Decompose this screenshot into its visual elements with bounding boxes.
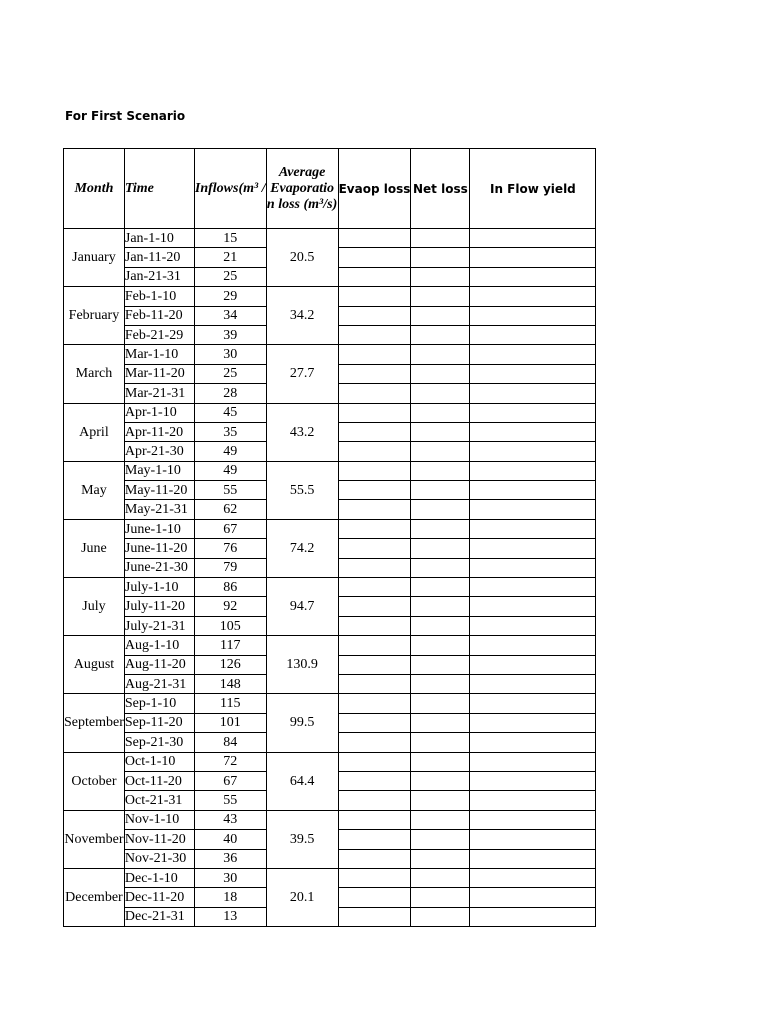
inflow-cell: 15	[194, 229, 266, 248]
time-cell: Dec-11-20	[124, 888, 194, 907]
inflow-cell: 126	[194, 655, 266, 674]
inflow-yield-cell[interactable]	[470, 655, 596, 674]
average-evaporation-cell: 64.4	[266, 752, 338, 810]
net-loss-cell[interactable]	[411, 907, 470, 926]
inflow-yield-cell[interactable]	[470, 830, 596, 849]
inflow-cell: 40	[194, 830, 266, 849]
average-evaporation-cell: 34.2	[266, 287, 338, 345]
net-loss-cell[interactable]	[411, 248, 470, 267]
net-loss-cell[interactable]	[411, 267, 470, 286]
time-cell: July-21-31	[124, 616, 194, 635]
evap-loss-cell[interactable]	[338, 810, 411, 829]
evap-loss-cell[interactable]	[338, 461, 411, 480]
evap-loss-cell[interactable]	[338, 578, 411, 597]
evap-loss-cell[interactable]	[338, 752, 411, 771]
net-loss-cell[interactable]	[411, 364, 470, 383]
inflow-yield-cell[interactable]	[470, 674, 596, 693]
time-cell: June-1-10	[124, 519, 194, 538]
month-cell: June	[64, 519, 125, 577]
month-cell: March	[64, 345, 125, 403]
time-cell: Mar-1-10	[124, 345, 194, 364]
inflow-yield-cell[interactable]	[470, 461, 596, 480]
time-cell: Aug-1-10	[124, 636, 194, 655]
evap-loss-cell[interactable]	[338, 229, 411, 248]
net-loss-cell[interactable]	[411, 558, 470, 577]
table-row	[64, 403, 596, 422]
time-cell: June-11-20	[124, 539, 194, 558]
inflow-cell: 67	[194, 519, 266, 538]
inflow-yield-cell[interactable]	[470, 229, 596, 248]
inflow-yield-cell[interactable]	[470, 267, 596, 286]
table-body	[64, 229, 596, 927]
inflow-yield-cell[interactable]	[470, 771, 596, 790]
inflow-cell: 84	[194, 733, 266, 752]
average-evaporation-cell: 27.7	[266, 345, 338, 403]
table-row	[64, 578, 596, 597]
time-cell: Feb-21-29	[124, 325, 194, 344]
table-row	[64, 636, 596, 655]
average-evaporation-cell: 74.2	[266, 519, 338, 577]
inflow-yield-cell[interactable]	[470, 713, 596, 732]
time-cell: Mar-21-31	[124, 384, 194, 403]
month-cell: May	[64, 461, 125, 519]
net-loss-cell[interactable]	[411, 500, 470, 519]
inflow-cell: 43	[194, 810, 266, 829]
net-loss-cell[interactable]	[411, 442, 470, 461]
inflow-yield-cell[interactable]	[470, 907, 596, 926]
evap-loss-cell[interactable]	[338, 791, 411, 810]
evap-loss-cell[interactable]	[338, 539, 411, 558]
page-heading: For First Scenario	[65, 109, 186, 123]
evap-loss-cell[interactable]	[338, 267, 411, 286]
time-cell: Jan-11-20	[124, 248, 194, 267]
average-evaporation-cell: 39.5	[266, 810, 338, 868]
evap-loss-cell[interactable]	[338, 558, 411, 577]
month-cell: November	[64, 810, 125, 868]
inflow-cell: 35	[194, 422, 266, 441]
inflow-cell: 76	[194, 539, 266, 558]
time-cell: Sep-21-30	[124, 733, 194, 752]
inflow-cell: 18	[194, 888, 266, 907]
inflow-yield-cell[interactable]	[470, 325, 596, 344]
inflow-yield-cell[interactable]	[470, 442, 596, 461]
evap-loss-cell[interactable]	[338, 384, 411, 403]
net-loss-cell[interactable]	[411, 422, 470, 441]
evap-loss-cell[interactable]	[338, 830, 411, 849]
inflow-cell: 55	[194, 481, 266, 500]
evap-loss-cell[interactable]	[338, 481, 411, 500]
inflow-cell: 117	[194, 636, 266, 655]
table-row	[64, 287, 596, 306]
evap-loss-cell[interactable]	[338, 849, 411, 868]
header-evap-loss: Evaop loss	[338, 149, 411, 229]
inflow-cell: 36	[194, 849, 266, 868]
inflow-cell: 49	[194, 461, 266, 480]
time-cell: July-1-10	[124, 578, 194, 597]
inflow-yield-cell[interactable]	[470, 500, 596, 519]
month-cell: December	[64, 868, 125, 926]
inflow-yield-cell[interactable]	[470, 384, 596, 403]
net-loss-cell[interactable]	[411, 578, 470, 597]
time-cell: Apr-1-10	[124, 403, 194, 422]
inflow-cell: 49	[194, 442, 266, 461]
inflow-yield-cell[interactable]	[470, 791, 596, 810]
inflow-cell: 39	[194, 325, 266, 344]
evap-loss-cell[interactable]	[338, 248, 411, 267]
table-row	[64, 810, 596, 829]
inflow-cell: 55	[194, 791, 266, 810]
net-loss-cell[interactable]	[411, 481, 470, 500]
scenario-table	[63, 148, 596, 927]
inflow-yield-cell[interactable]	[470, 868, 596, 887]
table-row	[64, 868, 596, 887]
header-inflows: Inflows(m³ /	[194, 149, 266, 229]
net-loss-cell[interactable]	[411, 384, 470, 403]
inflow-cell: 105	[194, 616, 266, 635]
table-row	[64, 461, 596, 480]
evap-loss-cell[interactable]	[338, 442, 411, 461]
evap-loss-cell[interactable]	[338, 364, 411, 383]
inflow-yield-cell[interactable]	[470, 558, 596, 577]
evap-loss-cell[interactable]	[338, 325, 411, 344]
inflow-cell: 92	[194, 597, 266, 616]
time-cell: Aug-11-20	[124, 655, 194, 674]
evap-loss-cell[interactable]	[338, 306, 411, 325]
net-loss-cell[interactable]	[411, 674, 470, 693]
month-cell: January	[64, 229, 125, 287]
inflow-yield-cell[interactable]	[470, 539, 596, 558]
time-cell: Mar-11-20	[124, 364, 194, 383]
time-cell: Apr-11-20	[124, 422, 194, 441]
average-evaporation-cell: 99.5	[266, 694, 338, 752]
average-evaporation-cell: 43.2	[266, 403, 338, 461]
inflow-cell: 72	[194, 752, 266, 771]
net-loss-cell[interactable]	[411, 519, 470, 538]
average-evaporation-cell: 20.1	[266, 868, 338, 926]
time-cell: June-21-30	[124, 558, 194, 577]
evap-loss-cell[interactable]	[338, 733, 411, 752]
time-cell: May-1-10	[124, 461, 194, 480]
inflow-cell: 30	[194, 345, 266, 364]
inflow-yield-cell[interactable]	[470, 752, 596, 771]
net-loss-cell[interactable]	[411, 325, 470, 344]
net-loss-cell[interactable]	[411, 539, 470, 558]
inflow-yield-cell[interactable]	[470, 849, 596, 868]
inflow-cell: 28	[194, 384, 266, 403]
evap-loss-cell[interactable]	[338, 500, 411, 519]
inflow-yield-cell[interactable]	[470, 810, 596, 829]
month-cell: August	[64, 636, 125, 694]
time-cell: Jan-1-10	[124, 229, 194, 248]
header-average-evaporation	[266, 149, 338, 229]
inflow-cell: 67	[194, 771, 266, 790]
inflow-yield-cell[interactable]	[470, 422, 596, 441]
inflow-yield-cell[interactable]	[470, 694, 596, 713]
net-loss-cell[interactable]	[411, 810, 470, 829]
month-cell: September	[64, 694, 125, 752]
average-evaporation-cell: 130.9	[266, 636, 338, 694]
net-loss-cell[interactable]	[411, 655, 470, 674]
inflow-cell: 34	[194, 306, 266, 325]
table-row	[64, 752, 596, 771]
evap-loss-cell[interactable]	[338, 694, 411, 713]
month-cell: October	[64, 752, 125, 810]
evap-loss-cell[interactable]	[338, 674, 411, 693]
time-cell: July-11-20	[124, 597, 194, 616]
time-cell: Sep-1-10	[124, 694, 194, 713]
inflow-yield-cell[interactable]	[470, 306, 596, 325]
inflow-cell: 29	[194, 287, 266, 306]
inflow-cell: 25	[194, 267, 266, 286]
evap-loss-cell[interactable]	[338, 287, 411, 306]
inflow-cell: 62	[194, 500, 266, 519]
evap-loss-cell[interactable]	[338, 597, 411, 616]
inflow-yield-cell[interactable]	[470, 578, 596, 597]
time-cell: Feb-11-20	[124, 306, 194, 325]
time-cell: Dec-21-31	[124, 907, 194, 926]
inflow-yield-cell[interactable]	[470, 636, 596, 655]
net-loss-cell[interactable]	[411, 849, 470, 868]
inflow-cell: 21	[194, 248, 266, 267]
time-cell: Nov-11-20	[124, 830, 194, 849]
net-loss-cell[interactable]	[411, 733, 470, 752]
time-cell: Dec-1-10	[124, 868, 194, 887]
header-net-loss: Net loss	[411, 149, 470, 229]
time-cell: Feb-1-10	[124, 287, 194, 306]
net-loss-cell[interactable]	[411, 403, 470, 422]
inflow-cell: 115	[194, 694, 266, 713]
net-loss-cell[interactable]	[411, 868, 470, 887]
net-loss-cell[interactable]	[411, 830, 470, 849]
time-cell: Jan-21-31	[124, 267, 194, 286]
time-cell: Sep-11-20	[124, 713, 194, 732]
inflow-cell: 45	[194, 403, 266, 422]
month-cell: July	[64, 578, 125, 636]
net-loss-cell[interactable]	[411, 287, 470, 306]
month-cell: February	[64, 287, 125, 345]
header-time: Time	[124, 149, 194, 229]
net-loss-cell[interactable]	[411, 229, 470, 248]
net-loss-cell[interactable]	[411, 616, 470, 635]
header-average-evaporation-label: Average Evaporatio n loss (m³/s)	[266, 164, 338, 212]
evap-loss-cell[interactable]	[338, 519, 411, 538]
evap-loss-cell[interactable]	[338, 616, 411, 635]
header-inflow-yield: In Flow yield	[470, 149, 596, 229]
time-cell: Nov-1-10	[124, 810, 194, 829]
net-loss-cell[interactable]	[411, 713, 470, 732]
time-cell: May-21-31	[124, 500, 194, 519]
evap-loss-cell[interactable]	[338, 636, 411, 655]
table-row	[64, 519, 596, 538]
net-loss-cell[interactable]	[411, 694, 470, 713]
time-cell: Nov-21-30	[124, 849, 194, 868]
table-row	[64, 345, 596, 364]
net-loss-cell[interactable]	[411, 345, 470, 364]
evap-loss-cell[interactable]	[338, 655, 411, 674]
header-row	[64, 149, 596, 229]
evap-loss-cell[interactable]	[338, 888, 411, 907]
time-cell: May-11-20	[124, 481, 194, 500]
inflow-yield-cell[interactable]	[470, 403, 596, 422]
inflow-yield-cell[interactable]	[470, 248, 596, 267]
net-loss-cell[interactable]	[411, 597, 470, 616]
evap-loss-cell[interactable]	[338, 713, 411, 732]
net-loss-cell[interactable]	[411, 636, 470, 655]
average-evaporation-cell: 55.5	[266, 461, 338, 519]
net-loss-cell[interactable]	[411, 791, 470, 810]
inflow-cell: 148	[194, 674, 266, 693]
time-cell: Oct-11-20	[124, 771, 194, 790]
time-cell: Aug-21-31	[124, 674, 194, 693]
evap-loss-cell[interactable]	[338, 422, 411, 441]
evap-loss-cell[interactable]	[338, 771, 411, 790]
net-loss-cell[interactable]	[411, 888, 470, 907]
inflow-yield-cell[interactable]	[470, 616, 596, 635]
evap-loss-cell[interactable]	[338, 868, 411, 887]
inflow-cell: 101	[194, 713, 266, 732]
inflow-cell: 30	[194, 868, 266, 887]
inflow-yield-cell[interactable]	[470, 597, 596, 616]
time-cell: Oct-1-10	[124, 752, 194, 771]
average-evaporation-cell: 20.5	[266, 229, 338, 287]
inflow-yield-cell[interactable]	[470, 733, 596, 752]
net-loss-cell[interactable]	[411, 771, 470, 790]
inflow-yield-cell[interactable]	[470, 519, 596, 538]
net-loss-cell[interactable]	[411, 461, 470, 480]
time-cell: Apr-21-30	[124, 442, 194, 461]
inflow-cell: 25	[194, 364, 266, 383]
evap-loss-cell[interactable]	[338, 345, 411, 364]
average-evaporation-cell: 94.7	[266, 578, 338, 636]
time-cell: Oct-21-31	[124, 791, 194, 810]
table-row	[64, 229, 596, 248]
inflow-yield-cell[interactable]	[470, 888, 596, 907]
table-row	[64, 694, 596, 713]
net-loss-cell[interactable]	[411, 752, 470, 771]
evap-loss-cell[interactable]	[338, 403, 411, 422]
month-cell: April	[64, 403, 125, 461]
inflow-yield-cell[interactable]	[470, 364, 596, 383]
inflow-cell: 13	[194, 907, 266, 926]
inflow-yield-cell[interactable]	[470, 345, 596, 364]
evap-loss-cell[interactable]	[338, 907, 411, 926]
inflow-yield-cell[interactable]	[470, 481, 596, 500]
inflow-yield-cell[interactable]	[470, 287, 596, 306]
header-month: Month	[64, 149, 125, 229]
net-loss-cell[interactable]	[411, 306, 470, 325]
inflow-cell: 79	[194, 558, 266, 577]
inflow-cell: 86	[194, 578, 266, 597]
